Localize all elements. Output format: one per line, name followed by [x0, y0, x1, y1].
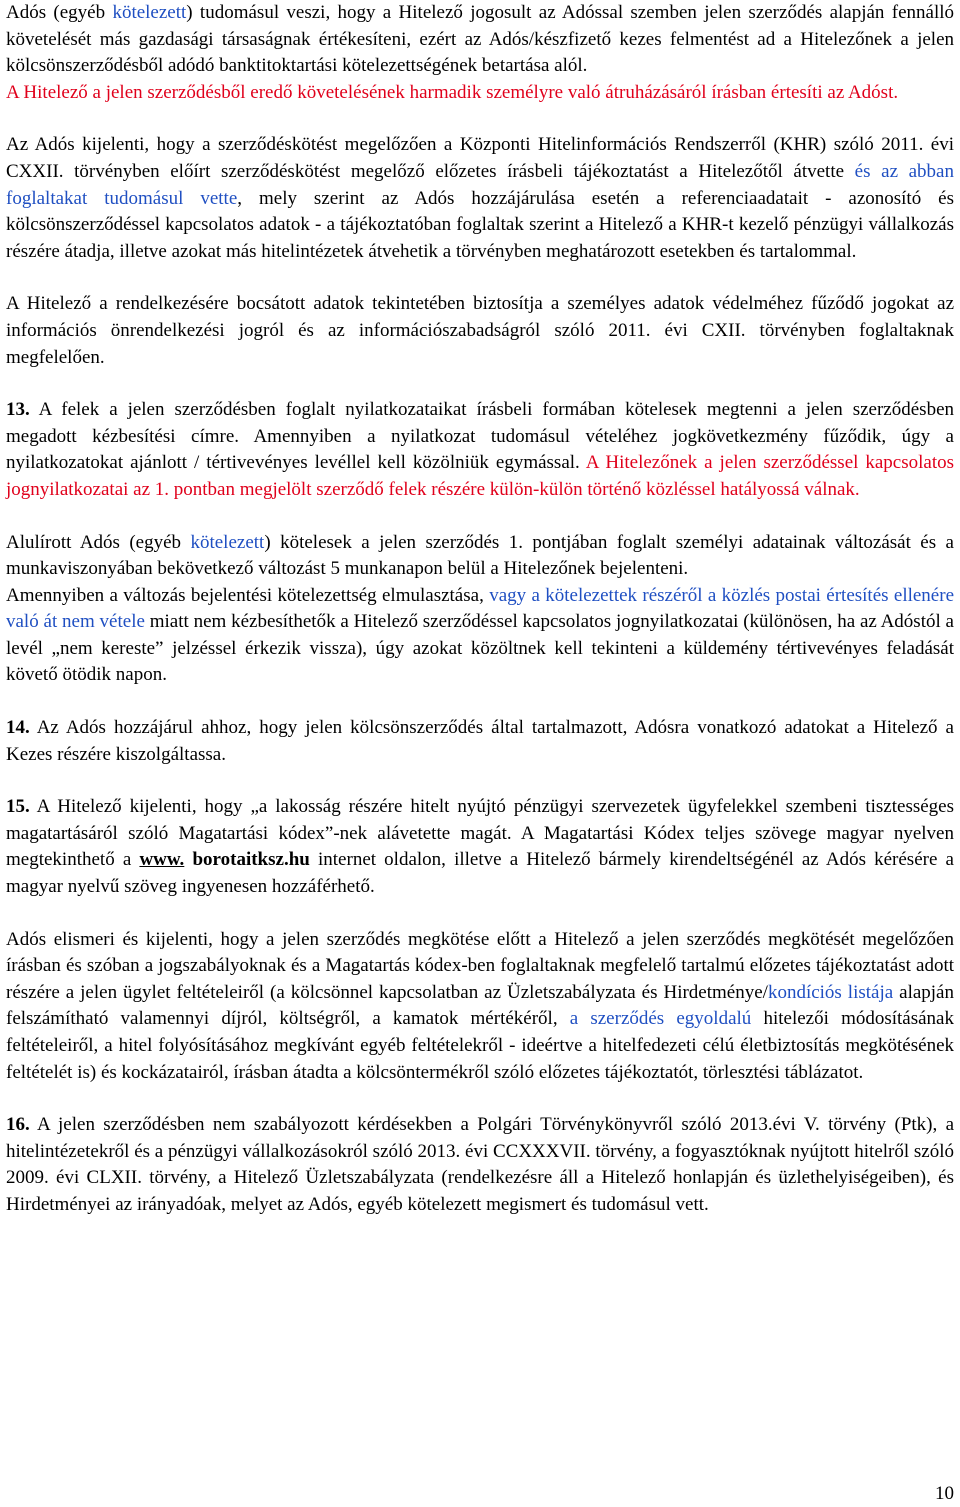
- highlight-blue: a szerződés egyoldalú: [569, 1008, 752, 1030]
- paragraph-khr: Az Adós kijelenti, hogy a szerződéskötést megelőzően a Központi Hitelinformációs Rendszerről (KHR) szóló 2011. évi CXXII. törvényben előírt szerződéskötést megelőző előzetes írásbeli tájékoztatást a Hitelezőtől átvette és az abban foglaltakat tudomásul vette, mely szerint az Adós hozzájárulása esetén a referenciaadatait - azonosító és kölcsönszerződéssel kapcsolatos adatok - a tájékoztatóban foglaltak szerint a Hitelező a KHR-t kezelő pénzügyi vállalkozás részére átadja, illetve azokat más hitelintézetek átvehetik a törvényben meghatározott esetekben és tartalommal.: [6, 134, 954, 262]
- section-13: 13. A felek a jelen szerződésben foglalt nyilatkozataikat írásbeli formában kötelesek megtenni a jelen szerződésben megadott kézbesítési címre. Amennyiben a nyilatkozat tudomásul vételéhez jogkövetkezmény fűződik, úgy a nyilatkozatokat ajánlott / tértivevényes levéllel kell közölniük egymással. A Hitelezőnek a jelen szerződéssel kapcsolatos jognyilatkozatai az 1. pontban megjelölt szerződő felek részére külön-külön történő közléssel hatályossá válnak.: [6, 399, 955, 500]
- highlight-blue: vagy a kötelezettek részéről a közlés postai értesítés ellenére való át nem vétele: [6, 584, 954, 633]
- section-15: 15. A Hitelező kijelenti, hogy „a lakosság részére hitelt nyújtó pénzügyi szervezetek ügyfelekkel szembeni tisztességes magatartásáról szóló Magatartási kódex”-nek alávetette magát. A Magatartási Kódex teljes szövege magyar nyelven megtekinthető a www. borotaitksz.hu internet oldalon, illetve a Hitelező bármely kirendeltségénél az Adós kérésére a magyar nyelvű szöveg ingyenesen hozzáférhető.: [6, 796, 954, 898]
- document-page: [6, 0, 954, 1219]
- section-number: 16.: [6, 1114, 30, 1136]
- section-number: 13.: [6, 399, 30, 421]
- website-link[interactable]: borotaitksz.hu: [192, 849, 310, 871]
- highlight-red: A Hitelezőnek a jelen szerződéssel kapcsolatos jognyilatkozatai az 1. pontban megjelölt szerződő felek részére külön-külön történő közléssel hatályossá válnak.: [6, 452, 955, 500]
- page-number: 10: [935, 1483, 954, 1504]
- paragraph-data-protection: A Hitelező a rendelkezésére bocsátott adatok tekintetében biztosítja a személyes adatok védelméhez fűződő jogokat az információs önrendelkezési jogról és az információszabadságról szóló 2011. évi CXII. törvényben foglaltaknak megfelelően.: [6, 293, 954, 368]
- section-16: 16. A jelen szerződésben nem szabályozott kérdésekben a Polgári Törvénykönyvről szóló 2013.évi V. törvény (Ptk), a hitelintézetekről és a pénzügyi vállalkozásokról szóló 2013. évi CCXXXVII. törvény, a fogyasztóknak nyújtott hitelről szóló 2009. évi CLXII. törvény, a Hitelező Üzletszabályzata (rendelkezésre áll a Hitelező honlapján és üzlethelyiségeiben), és Hirdetményei az irányadóak, melyet az Adós, egyéb kötelezett megismert és tudomásul vett.: [6, 1114, 955, 1215]
- paragraph-delivery-failure: Amennyiben a változás bejelentési kötelezettség elmulasztása, vagy a kötelezettek részéről a közlés postai értesítés ellenére való át nem vétele miatt nem kézbesíthetők a Hitelező szerződéssel kapcsolatos jognyilatkozatai (különösen, ha az Adóstól a levél „nem kereste” jelzéssel érkezik vissza), úgy azokat közöltnek kell tekinteni a küldemény tértivevényes feladását követő ötödik napon.: [6, 584, 954, 686]
- highlight-blue: kötelezett: [190, 531, 265, 553]
- section-14: 14. Az Adós hozzájárul ahhoz, hogy jelen kölcsönszerződés által tartalmazott, Adósra vonatkozó adatokat a Hitelező a Kezes részére kiszolgáltassa.: [6, 717, 954, 765]
- paragraph-notification-red: A Hitelező a jelen szerződésből eredő követelésének harmadik személyre való átruházásáról írásban értesíti az Adóst.: [6, 81, 899, 103]
- highlight-blue: és az abban foglaltakat tudomásul vette: [6, 160, 954, 209]
- section-number: 15.: [6, 796, 30, 818]
- website-link-prefix[interactable]: www.: [139, 849, 185, 871]
- highlight-blue: kötelezett: [112, 2, 187, 23]
- paragraph-debt-assignment: Adós (egyéb kötelezett) tudomásul veszi, hogy a Hitelező jogosult az Adóssal szemben jelen szerződés alapján fennálló követelését más gazdasági társaságnak értékesíteni, ezért az Adós/készfizető kezes felmentést ad a Hitelezőnek a jelen kölcsönszerződésből adódó banktitoktartási kötelezettségének betartása alól.: [6, 2, 954, 77]
- highlight-blue: kondíciós listája: [767, 981, 894, 1003]
- section-number: 14.: [6, 717, 30, 739]
- paragraph-personal-data-change: Alulírott Adós (egyéb kötelezett) kötelesek a jelen szerződés 1. pontjában foglalt személyi adatainak változását és a munkaviszonyában bekövetkező változást 5 munkanapon belül a Hitelezőnek bejelenteni.: [6, 531, 954, 580]
- paragraph-acknowledgement: Adós elismeri és kijelenti, hogy a jelen szerződés megkötése előtt a Hitelező a jelen szerződés megkötését megelőzően írásban és szóban a jogszabályoknak és a Magatartás kódex-ben foglaltaknak megfelelő tartalmú előzetes tájékoztatást adott részére a jelen ügylet feltételeiről (a kölcsönnel kapcsolatban az Üzletszabályzata és Hirdetménye/kondíciós listája alapján felszámítható valamennyi díjról, költségről, a kamatok mértékéről, a szerződés egyoldalú hitelezői módosításának feltételeiről, a hitel folyósításához megkívánt egyéb feltételekről - ideértve a hitelfedezeti célú életbiztosítás megkötésének feltételét is) és kockázatairól, írásban átadta a kölcsöntermékről szóló előzetes tájékoztatót, törlesztési táblázatot.: [6, 928, 954, 1083]
